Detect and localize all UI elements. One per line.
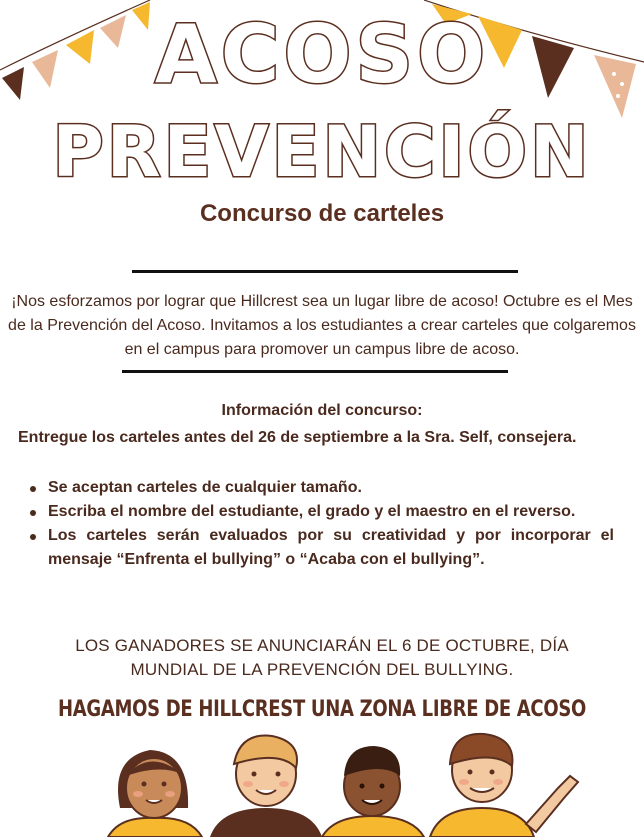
bullet-icon (30, 534, 36, 540)
rule-item: Los carteles serán evaluados por su creatividad y por incorporar el mensaje “Enfrenta el bullying” o “Acaba con el bullying”. (48, 524, 614, 572)
intro-paragraph: ¡Nos esforzamos por lograr que Hillcrest sea un lugar libre de acoso! Octubre es el Mes de la Prevención del Acoso. Invitamos a los estudiantes a crear carteles que colgaremos en el campus para promover un campus libre de acoso. (8, 293, 636, 358)
student-boy-2 (210, 736, 322, 837)
students-illustration (90, 728, 590, 837)
contest-deadline: Entregue los carteles antes del 26 de septiembre a la Sra. Self, consejera. (18, 429, 577, 446)
winners-announcement: LOS GANADORES SE ANUNCIARÁN EL 6 DE OCTUBRE, DÍA MUNDIAL DE LA PREVENCIÓN DEL BULLYING. (75, 636, 569, 679)
contest-heading: Información del concurso: (221, 402, 423, 419)
student-boy-4 (430, 734, 578, 837)
slogan: HAGAMOS DE HILLCREST UNA ZONA LIBRE DE ACOSO (57, 696, 587, 723)
subtitle: Concurso de carteles (199, 200, 445, 227)
contest-rules-list (48, 476, 614, 572)
divider-bottom (122, 370, 508, 373)
rule-item: Se aceptan carteles de cualquier tamaño. (48, 476, 614, 500)
bullet-icon (30, 486, 36, 492)
title-line-2: PREVENCIÓN (52, 111, 592, 193)
student-girl (108, 750, 202, 837)
divider-top (132, 270, 518, 273)
student-boy-3 (322, 746, 424, 837)
title-line-1: ACOSO (154, 8, 490, 101)
rule-item: Escriba el nombre del estudiante, el grado y el maestro en el reverso. (48, 500, 614, 524)
bullet-icon (30, 510, 36, 516)
